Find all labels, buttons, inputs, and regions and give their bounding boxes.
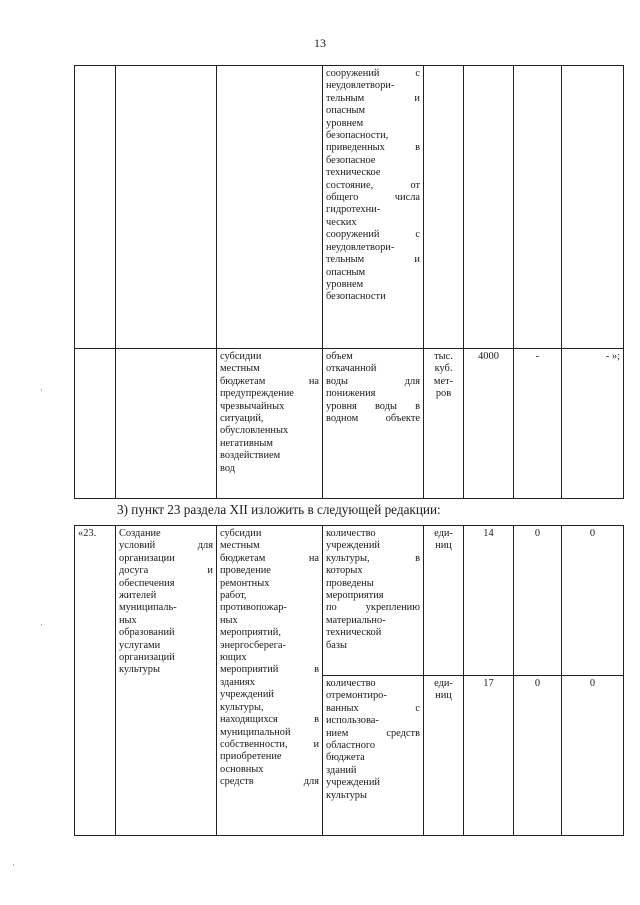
cell-line: зданий [326,764,357,776]
cell-indicator [323,676,424,836]
cell-line: ремонтных [220,577,270,589]
cell-line: приобретение [220,751,282,763]
table-continuation [74,65,624,499]
cell-line: безопасности, [326,130,389,142]
cell-value-2: - [514,349,562,499]
cell-line: опасным [326,105,366,117]
cell-line: культуры, в [326,552,420,564]
cell-line: зданиях [220,676,255,688]
cell-line: проведены [326,577,374,589]
cell-num [75,66,116,349]
cell-line: культуры [326,789,367,801]
cell-line: ситуаций, [220,413,264,425]
cell-value-3: 0 [562,676,624,836]
cell-line: уровнем [326,278,364,290]
cell-line: культуры [119,664,160,676]
cell-line: неудовлетвори- [326,80,395,92]
cell-line: тельным и [326,92,420,104]
cell-line: местным [220,540,260,552]
cell-line: организаций [119,652,175,664]
cell-line: уровня воды в [326,400,420,412]
cell-value-2: 0 [514,526,562,676]
cell-line: чрезвычайных [220,400,285,412]
cell-line: субсидии [220,528,262,539]
amendment-sentence: 3) пункт 23 раздела XII изложить в следующей редакции: [117,502,441,517]
cell-line: базы [326,639,347,651]
cell-line: муниципальной [220,726,291,738]
cell-line: сооружений с [326,229,420,241]
cell-line: водном объекте [326,413,420,425]
cell-line: куб. [434,363,453,375]
cell-line: неудовлетвори- [326,241,395,253]
cell-line: ров [435,388,452,400]
cell-measure [217,349,323,499]
cell-line: проведение [220,565,271,577]
cell-line: опасным [326,266,366,278]
table-row [75,526,624,676]
cell-num [75,349,116,499]
cell-line: объем [326,351,353,362]
cell-line: по укреплению [326,602,420,614]
cell-line: безопасности [326,291,386,303]
cell-value-1: 4000 [464,349,514,499]
cell-line: предупреждение [220,388,294,400]
cell-line: отремонтиро- [326,690,387,702]
cell-line: воздействием [220,450,281,462]
cell-line: еди- [434,528,453,539]
cell-line: противопожар- [220,602,287,614]
cell-line: гидротехни- [326,204,381,216]
cell-line: бюджета [326,752,365,764]
cell-measure [217,526,323,836]
cell-line: мероприятий, [220,627,281,639]
cell-line: сооружений с [326,68,420,79]
cell-unit [424,676,464,836]
cell-num: «23. [75,526,116,836]
cell-line: обеспечения [119,577,175,589]
scan-artifact: · [40,620,43,630]
cell-line: приведенных в [326,142,420,154]
cell-line: находящихся в [220,714,319,726]
cell-line: бюджетам на [220,375,319,387]
cell-value-3 [562,66,624,349]
cell-line: уровнем [326,117,364,129]
cell-line: субсидии [220,351,262,362]
cell-line: мет- [433,375,454,387]
cell-line: общего числа [326,192,420,204]
cell-line: условий для [119,540,213,552]
cell-line: муниципаль- [119,602,177,614]
cell-line: жителей [119,590,157,602]
cell-value-2: 0 [514,676,562,836]
cell-line: культуры, [220,701,264,713]
cell-line: услугами [119,639,161,651]
cell-line: бюджетам на [220,552,319,564]
cell-line: откачанной [326,363,377,375]
cell-unit [424,349,464,499]
page-number: 13 [314,36,326,50]
scan-artifact: · [40,385,43,395]
cell-name [116,66,217,349]
cell-unit [424,66,464,349]
cell-line: ных [119,614,137,626]
cell-line: вод [220,462,236,474]
cell-value-1 [464,66,514,349]
cell-line: мероприятий в [220,664,319,676]
cell-line: материально- [326,614,386,626]
table-row [75,66,624,349]
cell-line: областного [326,740,376,752]
cell-line: местным [220,363,260,375]
cell-line: технической [326,627,382,639]
cell-line: средств для [220,776,319,788]
cell-measure [217,66,323,349]
cell-line: обусловленных [220,425,289,437]
cell-indicator [323,526,424,676]
table-item-23 [74,525,624,836]
cell-line: образований [119,627,175,639]
cell-unit [424,526,464,676]
cell-value-3: - »; [562,349,624,499]
cell-line: количество [326,678,376,689]
cell-line: понижения [326,388,376,400]
cell-line: тыс. [434,351,453,362]
cell-line: основных [220,763,264,775]
cell-line: организации [119,552,175,564]
cell-line: учреждений [326,540,380,552]
cell-value-1: 14 [464,526,514,676]
cell-line: учреждений [220,689,274,701]
cell-line: воды для [326,375,420,387]
cell-line: техническое [326,167,381,179]
cell-line: состояние, от [326,179,420,191]
cell-line: тельным и [326,254,420,266]
cell-line: работ, [220,590,247,602]
cell-line: еди- [434,678,453,689]
cell-line: нием средств [326,727,420,739]
cell-line: учреждений [326,777,380,789]
cell-line: ниц [435,690,452,702]
cell-indicator [323,66,424,349]
table-row [75,349,624,499]
cell-line: количество [326,528,376,539]
cell-value-1: 17 [464,676,514,836]
cell-line: ванных с [326,702,420,714]
cell-line: ческих [326,216,357,228]
cell-indicator [323,349,424,499]
cell-line: безопасное [326,154,376,166]
cell-line: которых [326,565,363,577]
cell-line: энергосберега- [220,639,286,651]
scan-artifact: · [12,860,15,870]
cell-line: ющих [220,652,247,664]
cell-name [116,349,217,499]
cell-line: досуга и [119,565,213,577]
cell-value-2 [514,66,562,349]
cell-line: негативным [220,437,273,449]
cell-value-3: 0 [562,526,624,676]
cell-name [116,526,217,836]
cell-line: Создание [119,528,161,539]
cell-line: собственности, и [220,738,319,750]
cell-line: использова- [326,715,379,727]
cell-line: мероприятия [326,590,384,602]
cell-line: ниц [435,540,452,552]
cell-line: ных [220,614,238,626]
